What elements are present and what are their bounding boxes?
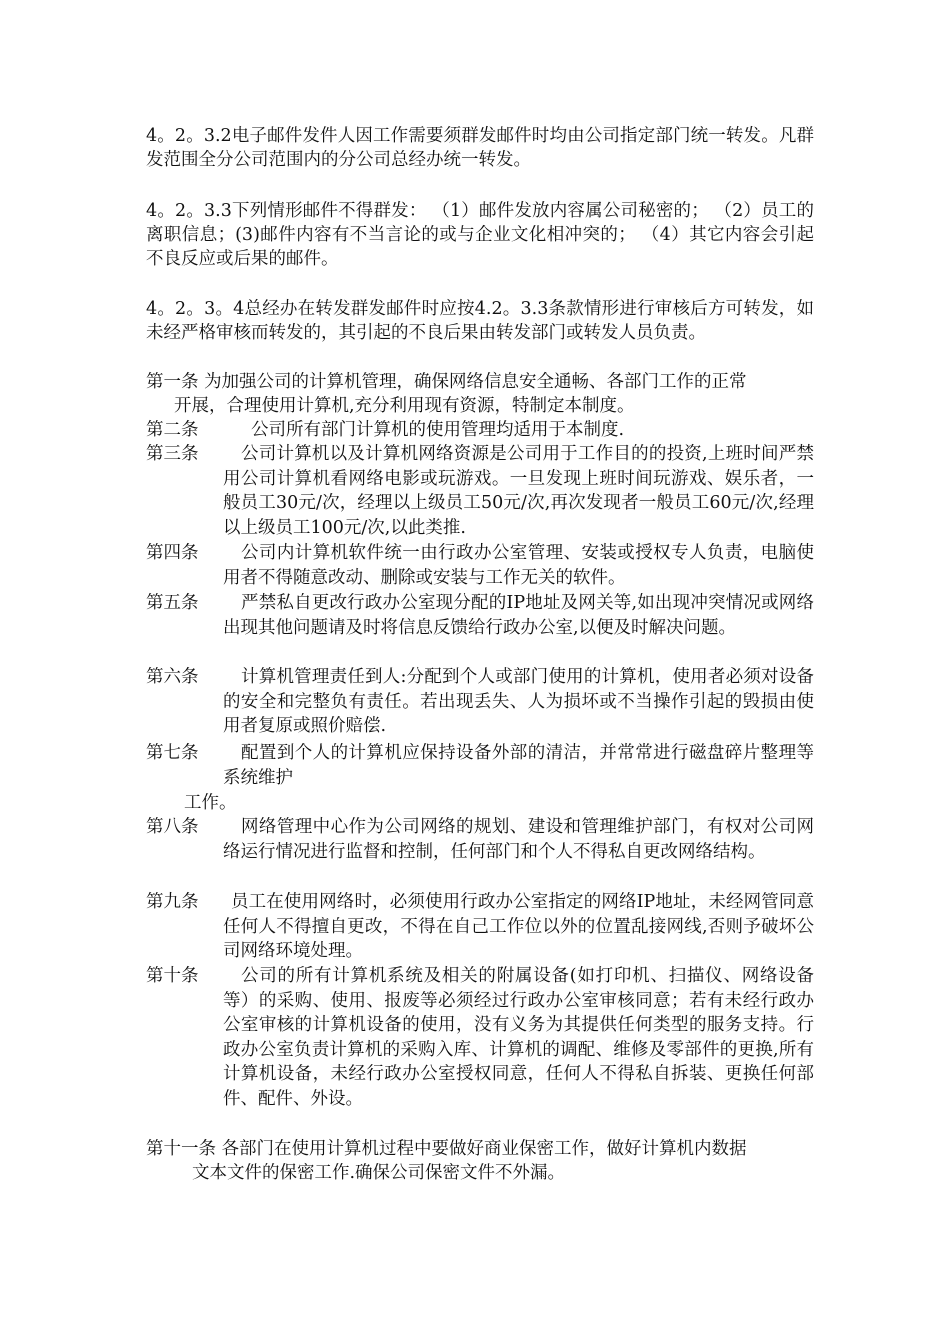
article-3 <box>146 442 814 540</box>
article-9 <box>146 890 814 964</box>
article-10 <box>146 964 814 1111</box>
article-11-line-1: 第十一条 各部门在使用计算机过程中要做好商业保密工作，做好计算机内数据 <box>146 1139 747 1159</box>
article-5 <box>146 591 814 640</box>
article-2 <box>146 418 814 443</box>
article-1 <box>146 370 814 420</box>
article-4-text: 公司内计算机软件统一由行政办公室管理、安装或授权专人负责，电脑使用者不得随意改动、删除或安装与工作无关的软件。 <box>223 543 814 588</box>
article-2-text: 公司所有部门计算机的使用管理均适用于本制度. <box>251 420 625 440</box>
article-5-number: 第五条 <box>146 593 199 613</box>
article-3-number: 第三条 <box>146 444 199 464</box>
article-2-number: 第二条 <box>146 420 199 440</box>
article-8 <box>146 815 814 864</box>
paragraph-4-2-3-4: 4。2。3。4总经办在转发群发邮件时应按4.2。3.3条款情形进行审核后方可转发，如未经严格审核而转发的，其引起的不良后果由转发部门或转发人员负责。 <box>146 299 814 343</box>
article-7-number: 第七条 <box>146 743 199 763</box>
article-9-number: 第九条 <box>146 892 199 912</box>
paragraph-4-2-3-2: 4。2。3.2电子邮件发件人因工作需要须群发邮件时均由公司指定部门统一转发。凡群发范围全分公司范围内的分公司总经办统一转发。 <box>146 126 814 170</box>
article-10-text: 公司的所有计算机系统及相关的附属设备(如打印机、扫描仪、网络设备等）的采购、使用、报废等必须经过行政办公室审核同意；若有未经行政办公室审核的计算机设备的使用，没有义务为其提供任何类型的服务支持。行政办公室负责计算机的采购入库、计算机的调配、维修及零部件的更换,所有计算机设备，未经行政办公室授权同意，任何人不得私自拆装、更换任何部件、配件、外设。 <box>223 966 814 1109</box>
article-7-tail: 工作。 <box>184 793 237 813</box>
article-6-text: 计算机管理责任到人:分配到个人或部门使用的计算机，使用者必须对设备的安全和完整负有责任。若出现丢失、人为损坏或不当操作引起的毁损由使用者复原或照价赔偿. <box>223 667 814 736</box>
article-8-text: 网络管理中心作为公司网络的规划、建设和管理维护部门，有权对公司网络运行情况进行监督和控制，任何部门和个人不得私自更改网络结构。 <box>223 817 814 862</box>
article-3-text: 公司计算机以及计算机网络资源是公司用于工作目的的投资,上班时间严禁用公司计算机看网络电影或玩游戏。一旦发现上班时间玩游戏、娱乐者，一般员工30元/次，经理以上级员工50元/次,再次发现者一般员工60元/次,经理以上级员工100元/次,以此类推. <box>223 444 814 538</box>
article-1-line-2: 开展，合理使用计算机,充分利用现有资源，特制定本制度。 <box>174 396 635 416</box>
article-7 <box>146 741 814 813</box>
article-8-number: 第八条 <box>146 817 199 837</box>
paragraph-4-2-3-3: 4。2。3.3下列情形邮件不得群发： （1）邮件发放内容属公司秘密的； （2）员工的离职信息；(3)邮件内容有不当言论的或与企业文化相冲突的； （4）其它内容会引起不良反应或后果的邮件。 <box>146 201 814 269</box>
article-11 <box>146 1137 814 1187</box>
article-9-text: 员工在使用网络时，必须使用行政办公室指定的网络IP地址，未经网管同意任何人不得擅自更改，不得在自己工作位以外的位置乱接网线,否则予破坏公司网络环境处理。 <box>223 892 814 961</box>
article-6 <box>146 665 814 739</box>
article-4 <box>146 541 814 590</box>
article-5-text: 严禁私自更改行政办公室现分配的IP地址及网关等,如出现冲突情况或网络出现其他问题请及时将信息反馈给行政办公室,以便及时解决问题。 <box>223 593 814 638</box>
article-4-number: 第四条 <box>146 543 199 563</box>
article-10-number: 第十条 <box>146 966 199 986</box>
article-1-line-1: 第一条 为加强公司的计算机管理，确保网络信息安全通畅、各部门工作的正常 <box>146 372 747 392</box>
article-7-text: 配置到个人的计算机应保持设备外部的清洁，并常常进行磁盘碎片整理等系统维护 <box>223 743 814 788</box>
article-6-number: 第六条 <box>146 667 199 687</box>
article-11-line-2: 文本文件的保密工作.确保公司保密文件不外漏。 <box>192 1163 566 1183</box>
